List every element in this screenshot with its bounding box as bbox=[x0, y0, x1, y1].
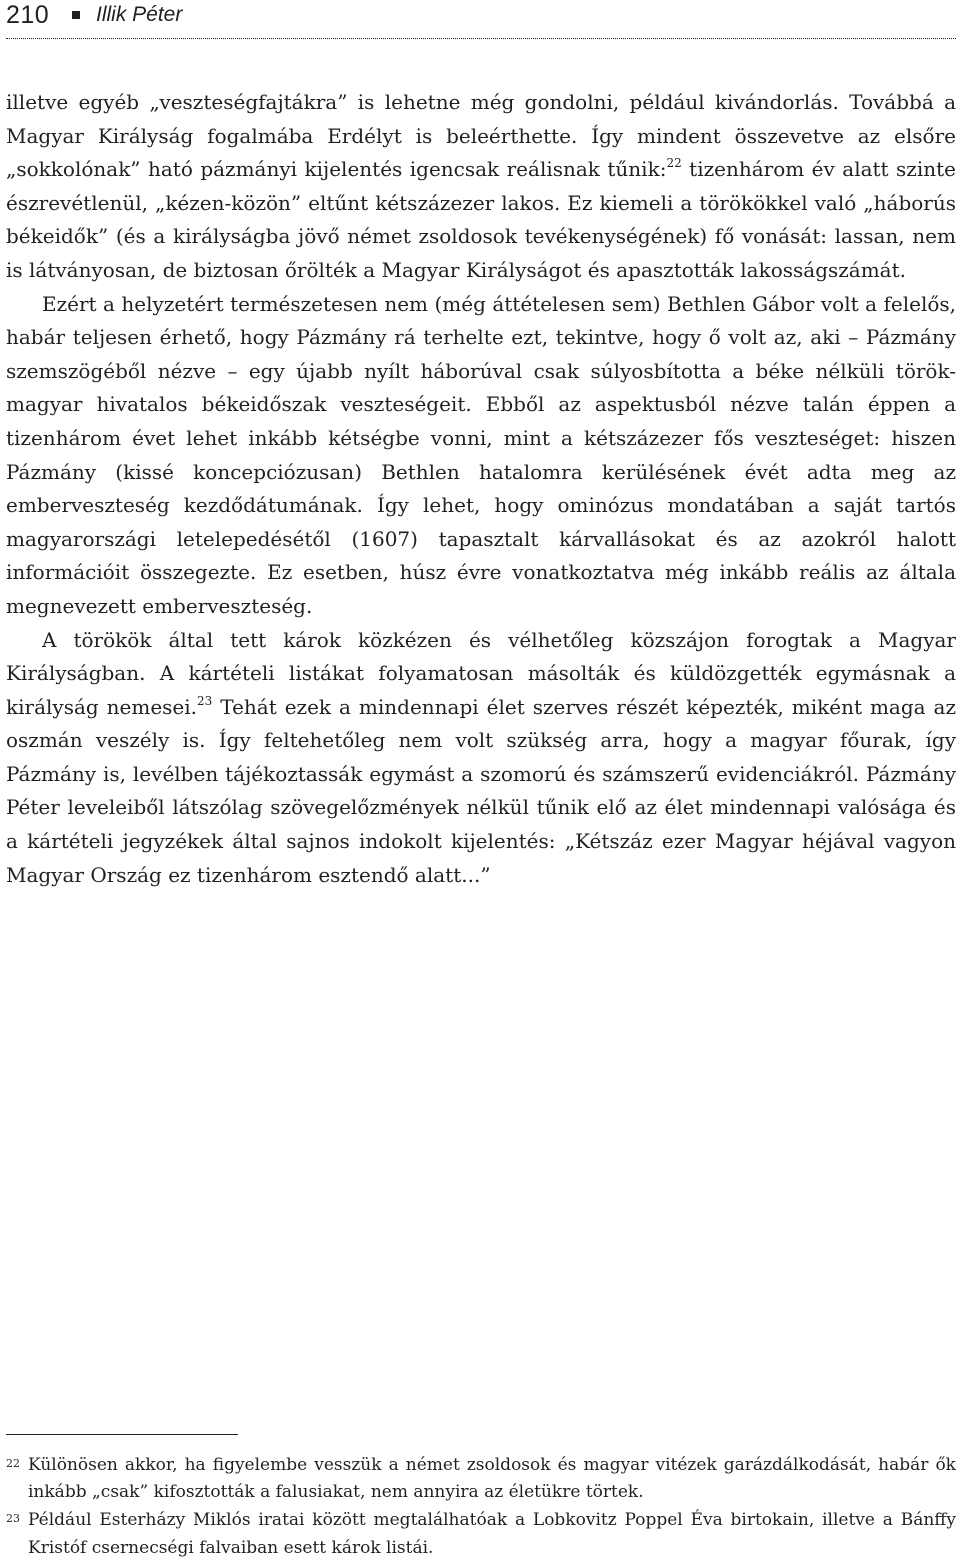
text-run: tizenhárom év alatt szinte észrevétlenül, „kézen-közön” eltűnt kétszázezer lakos. Ez kiemeli a törökökkel való „háborús békeidők” (és a királyságba jövő német zsoldosok tevékenységének) fő vonását: lassan, nem is látványosan, de biztosan őrölték a Magyar Királyságot és apasztották lakosságszámát. bbox=[6, 157, 956, 282]
footnote-separator bbox=[6, 1434, 238, 1435]
running-header bbox=[6, 0, 956, 40]
text-run: illetve egyéb „veszteségfajtákra” is lehetne még gondolni, például kivándorlás. Továbbá a Magyar Királyság fogalmába Erdélyt is beleérthette. Így mindent összevetve az elsőre „sokkolónak” ható pázmányi kijelentés igencsak reálisnak tűnik: bbox=[6, 90, 956, 182]
footnote-number: 23 bbox=[6, 1512, 20, 1526]
footnote-reference: 22 bbox=[666, 156, 682, 171]
paragraph bbox=[6, 288, 956, 624]
footnote bbox=[6, 1507, 956, 1561]
footnotes bbox=[6, 1452, 956, 1563]
footnote-text: Különösen akkor, ha figyelembe vesszük a német zsoldosok és magyar vitézek garázdálkodását, habár ők inkább „csak” kifosztották a falusiakat, nem annyira az életükre törtek. bbox=[28, 1455, 956, 1503]
text-run: A törökök által tett károk közkézen és vélhetőleg közszájon forogtak a Magyar Királyságban. A kártételi listákat folyamatosan másolták és küldözgették egymásnak a királyság nemesei. bbox=[6, 627, 956, 719]
text-run: Tehát ezek a mindennapi élet szerves részét képezték, miként maga az oszmán veszély is. Így feltehetőleg nem volt szükség arra, hogy a magyar főurak, így Pázmány is, levélben tájékoztassák egymást a szomorú és számszerű evidenciákról. Pázmány Péter leveleiből látszólag szövegelőzmények nélkül tűnik elő az élet mindennapi valósága és a kártételi jegyzékek által sajnos indokolt kijelentés: „Kétszáz ezer Magyar héjával vagyon Magyar Ország ez tizenhárom esztendő alatt...” bbox=[6, 694, 956, 887]
footnote-reference: 23 bbox=[197, 693, 213, 708]
page-number: 210 bbox=[6, 1, 50, 29]
square-bullet-icon bbox=[72, 11, 80, 19]
footnote-number: 22 bbox=[6, 1457, 20, 1470]
dotted-divider bbox=[6, 38, 956, 39]
footnote-text: Például Esterházy Miklós iratai között megtalálhatóak a Lobkovitz Poppel Éva birtokain, illetve a Bánffy Kristóf csernecségi falvaiban esett károk listái. bbox=[28, 1510, 956, 1558]
running-author: Illik Péter bbox=[96, 3, 183, 26]
footnote bbox=[6, 1452, 956, 1506]
paragraph bbox=[6, 86, 956, 288]
text-run: Ezért a helyzetért természetesen nem (még áttételesen sem) Bethlen Gábor volt a felelős, habár teljesen érhető, hogy Pázmány rá terhelte ezt, tekintve, hogy ő volt az, aki – Pázmány szemszögéből nézve – egy újabb nyílt háborúval csak súlyosbította a béke nélküli török-magyar hivatalos békeidőszak veszteségeit. Ebből az aspektusból nézve talán éppen a tizenhárom évet lehet inkább kétségbe vonni, mint a kétszázezer fős veszteséget: hiszen Pázmány (kissé koncepciózusan) Bethlen hatalomra kerülésének évét adta meg az emberveszteség kezdődátumának. Így lehet, hogy ominózus mondatában a saját tartós magyarországi letelepedésétől (1607) tapasztalt kárvallásokat és az azokról halott információit összegezte. Ez esetben, húsz évre vonatkoztatva még inkább reális az általa megnevezett emberveszteség. bbox=[6, 291, 956, 618]
paragraph bbox=[6, 624, 956, 893]
body-text bbox=[6, 86, 956, 892]
